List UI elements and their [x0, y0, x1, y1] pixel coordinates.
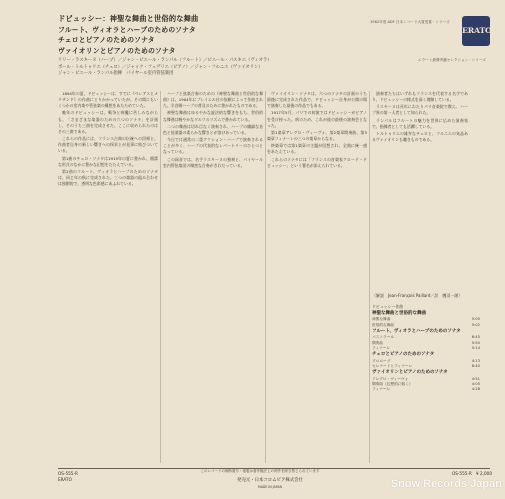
store-watermark: Snow Records Japan	[390, 478, 502, 490]
series-note: エラート最優秀盤セレクション・シリーズ	[418, 58, 486, 62]
movement-name: 神聖な舞曲	[372, 317, 391, 322]
title-block	[58, 14, 358, 77]
performer-line: リリー・ラスキーヌ（ハープ）／ジャン・ピエール・ランパル（フルート）／ピエール・パスキエ（ヴィオラ）	[58, 58, 272, 64]
notes-paragraph: ヴァイオリン・ソナタは、六つのソナタの計画のうち最後に完成された作品で、ドビュッシー自身が公開の場で演奏した最後の作品でもある。	[267, 91, 367, 109]
movement-duration: 4:28	[471, 387, 480, 392]
movement-duration: 4:05	[471, 382, 480, 387]
tracklist-heading: ドビュッシー作曲	[372, 304, 404, 309]
catalog-number-right: OS-555-R ¥ 2,000	[451, 471, 492, 476]
movement-name: プロローグ	[372, 358, 391, 363]
column-divider	[265, 91, 266, 463]
notes-paragraph: 演奏者たちはいずれもフランスを代表する名手であり、ドビュッシーの様式を深く理解している。	[372, 91, 468, 103]
movement-row	[372, 387, 480, 392]
movement-duration: 6:45	[471, 335, 480, 340]
notes-column-4	[372, 91, 468, 289]
award-note: 1962年度 ADF 日本レコード大賞受賞・シリーズ	[370, 20, 450, 24]
movement-duration: 5:00	[471, 317, 480, 322]
notes-paragraph: トルトゥリエの雄弁なチェロと、フルニエの気品あるヴァイオリンも聴きものである。	[372, 130, 468, 143]
notes-paragraph: これらのソナタには「フランスの音楽家クロード・ドビュッシー」という署名が添えられている。	[267, 156, 367, 168]
movement-duration: 4:13	[471, 358, 480, 363]
work-title: フルート、ヴィオラとハープのためのソナタ	[58, 25, 196, 34]
work-title: 神聖な舞曲と世俗的な舞曲	[372, 311, 426, 316]
album-title: ドビュッシー：神聖な舞曲と世俗的な舞曲	[58, 14, 199, 23]
notes-column-3	[267, 91, 367, 461]
work-title: ヴァイオリンとピアノのためのソナタ	[372, 370, 448, 376]
performer-line: ジャン・ピエール・ランパル指揮 パイヤール室内管弦楽団	[58, 70, 174, 76]
tracklist	[372, 304, 480, 393]
movement-name: セレナードとフィナーレ	[372, 364, 413, 369]
notes-paragraph: 神聖な舞曲はゆるやかな旋法的な響きをもち、世俗的な舞曲は軽やかなワルツのリズムで書かれている。	[163, 110, 263, 122]
movement-name: 世俗的な舞曲	[372, 322, 395, 327]
notes-paragraph: 第1曲のチェロ・ソナタは1915年の夏に書かれ、簡潔な形式のなかに豊かな幻想をたたえている。	[58, 155, 158, 167]
notes-paragraph: ランパルはフルートの魅力を世界に広めた演奏家で、指揮者としても活躍している。	[372, 117, 468, 129]
movement-name: 間奏曲（幻想的に軽く）	[372, 382, 413, 387]
movement-duration: 5:02	[471, 322, 480, 327]
column-divider	[160, 91, 161, 463]
notes-paragraph: 第2曲のフルート、ヴィオラとハープのためのソナタは、同じ年の秋に完成された。三つの楽器の組み合わせは独創的で、透明な色彩感にあふれている。	[58, 168, 158, 187]
performer-line: ポール・トルトゥリエ（チェロ）／ジャック・フェヴリエ（ピアノ）／ジャン・フルニエ（ヴァイオリン）	[58, 64, 263, 70]
publisher-name: 発売元・日本コロムビア株式会社	[237, 478, 303, 483]
movement-name: フィナーレ	[372, 387, 391, 392]
catalog-number-left	[58, 471, 138, 483]
movement-name: アレグロ・ヴィーヴォ	[372, 376, 409, 381]
notes-paragraph: ハープと弦楽合奏のための《神聖な舞曲と世俗的な舞曲》は、1904年にプレイエル社の依頼によって作曲された。半音階ハープの普及のために書かれたものである。	[163, 91, 263, 109]
logo-text: ERATO	[462, 26, 492, 35]
movement-name: フィナーレ	[372, 346, 391, 351]
notes-paragraph: 今日では通常の二重アクション・ハープで演奏されることが多く、ハープの代表的なレパートリーのひとつとなっている。	[163, 137, 263, 155]
movement-duration: 5:50	[471, 340, 480, 345]
erato-logo-icon	[462, 16, 490, 46]
notes-paragraph: この録音では、名手ラスキーヌの独奏と、パイヤール室内管弦楽団の緻密な合奏がきわだっている。	[163, 156, 263, 168]
notes-paragraph: 1917年5月、パリでの初演ではドビュッシーがピアノを受け持った。病のため、これが彼の最後の演奏会となった。	[267, 110, 367, 128]
notes-paragraph: 1894年の夏、ドビュッシーは、すでに《ペレアスとメリザンド》の作曲にとりかかっていたが、その間にもいくつかの室内楽や管弦楽の構想をあたためていた。	[58, 91, 158, 109]
copyright-notice: このレコードの無断複写・複製は著作権法上の例外を除き禁じられています	[200, 469, 320, 473]
notes-paragraph: 二つの舞曲は切れ目なく演奏され、ハープの繊細な音色と弦楽器の柔らかな響きとが溶けあっている。	[163, 123, 263, 135]
movement-duration: 5:14	[471, 346, 480, 351]
work-title: ヴァイオリンとピアノのためのソナタ	[58, 46, 176, 55]
work-title: フルート、ヴィオラとハープのためのソナタ	[372, 329, 461, 335]
movement-duration: 6:40	[471, 364, 480, 369]
notes-paragraph: 晩年のドビュッシーは、戦争と病魔に苦しみながらも、「さまざまな楽器のための六つのソナタ」を計画し、そのうち三曲を完成させた。ここに収められたのはその三曲である。	[58, 110, 158, 134]
notes-paragraph: ラスキーヌは長年にわたりパリ音楽院で教え、ハープ界の第一人者として知られた。	[372, 104, 468, 116]
movement-duration: 4:51	[471, 376, 480, 381]
movement-name: パストラール	[372, 335, 395, 340]
movement-name: 間奏曲	[372, 340, 384, 345]
performer-credits	[58, 58, 358, 77]
column-divider	[369, 91, 370, 463]
notes-paragraph: 第1楽章アレグロ・ヴィーヴォ、第2楽章間奏曲、第3楽章フィナーレの三つの楽章からなる。	[267, 129, 367, 142]
catalog-line: OS-555-R	[58, 471, 78, 476]
work-title: チェロとピアノのためのソナタ	[372, 352, 435, 358]
catalog-line: ERATO	[58, 477, 72, 482]
notes-column-1	[58, 91, 158, 461]
notes-column-2	[163, 91, 263, 461]
made-in-label: MADE IN JAPAN	[257, 485, 283, 489]
notes-signature: （解説 Jean-François Paillard／訳 鷹羽一朗）	[372, 293, 463, 298]
notes-paragraph: 終楽章では第1楽章の主題が回想され、全曲に統一感をあたえている。	[267, 143, 367, 155]
work-title: チェロとピアノのためのソナタ	[58, 36, 155, 45]
notes-paragraph: これらの作品には、フランス古典の伝統への回帰と、作曲者自身の新しい響きへの探求とが見事に結びついている。	[58, 136, 158, 154]
